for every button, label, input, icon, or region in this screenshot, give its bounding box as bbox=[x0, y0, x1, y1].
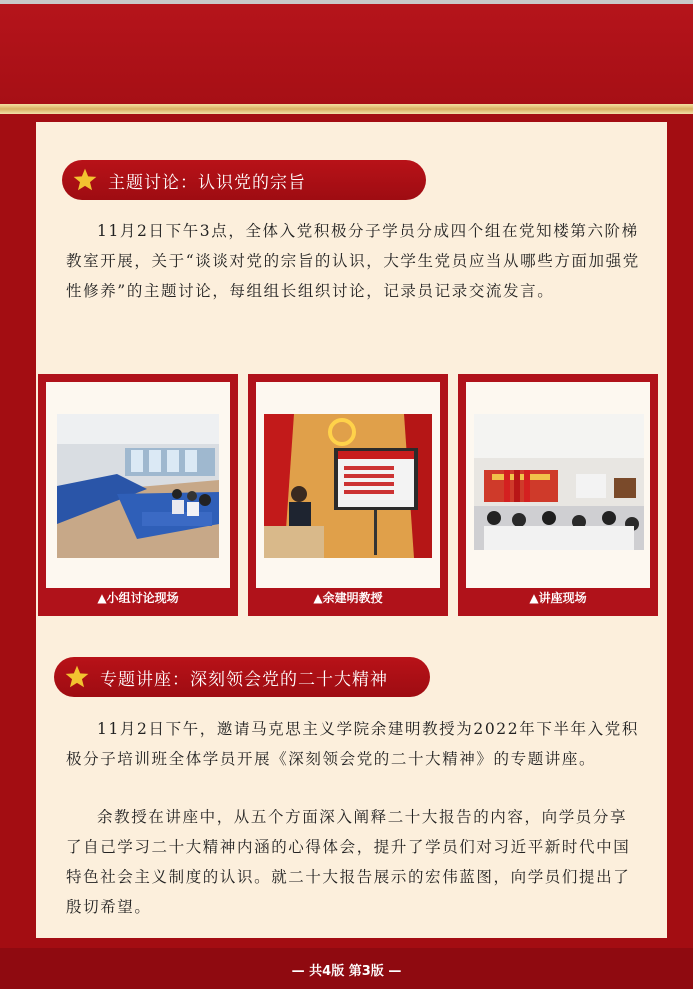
star-icon bbox=[68, 163, 102, 197]
photo-card-lecture bbox=[458, 374, 658, 616]
gold-divider bbox=[0, 104, 693, 114]
header-band bbox=[0, 0, 693, 106]
section1-paragraph: 11月2日下午3点，全体入党积极分子学员分成四个组在党知楼第六阶梯教室开展，关于“谈谈对党的宗旨的认识，大学生党员应当从哪些方面加强党性修养”的主题讨论，每组组长组织讨论，记录员记录交流发言。 bbox=[66, 222, 640, 300]
photo-card-professor bbox=[248, 374, 448, 616]
section2-paragraph-2: 余教授在讲座中，从五个方面深入阐释二十大报告的内容，向学员分享了自己学习二十大精神内涵的心得体会，提升了学员们对习近平新时代中国特色社会主义制度的认识。就二十大报告展示的宏伟蓝图，向学员们提出了殷切希望。 bbox=[66, 808, 631, 916]
footer bbox=[0, 948, 693, 989]
section2-heading bbox=[54, 657, 430, 697]
lecturer-photo bbox=[264, 414, 432, 558]
classroom-photo bbox=[57, 414, 219, 558]
photo-caption: ▲讲座现场 bbox=[529, 591, 587, 605]
section1-heading bbox=[62, 160, 426, 200]
photo-caption: ▲余建明教授 bbox=[313, 591, 383, 605]
section2-paragraph-1: 11月2日下午，邀请马克思主义学院余建明教授为2022年下半年入党积极分子培训班全体学员开展《深刻领会党的二十大精神》的专题讲座。 bbox=[66, 720, 639, 768]
section1-title: 主题讨论：认识党的宗旨 bbox=[108, 172, 306, 193]
page-number: — 共4版 第3版 — bbox=[291, 964, 402, 979]
section2-title: 专题讲座：深刻领会党的二十大精神 bbox=[100, 669, 388, 690]
photo-caption: ▲小组讨论现场 bbox=[97, 591, 179, 605]
lecture-hall-photo bbox=[474, 414, 644, 550]
star-icon bbox=[60, 660, 94, 694]
photo-card-discussion bbox=[38, 374, 238, 616]
page-content bbox=[36, 122, 667, 938]
